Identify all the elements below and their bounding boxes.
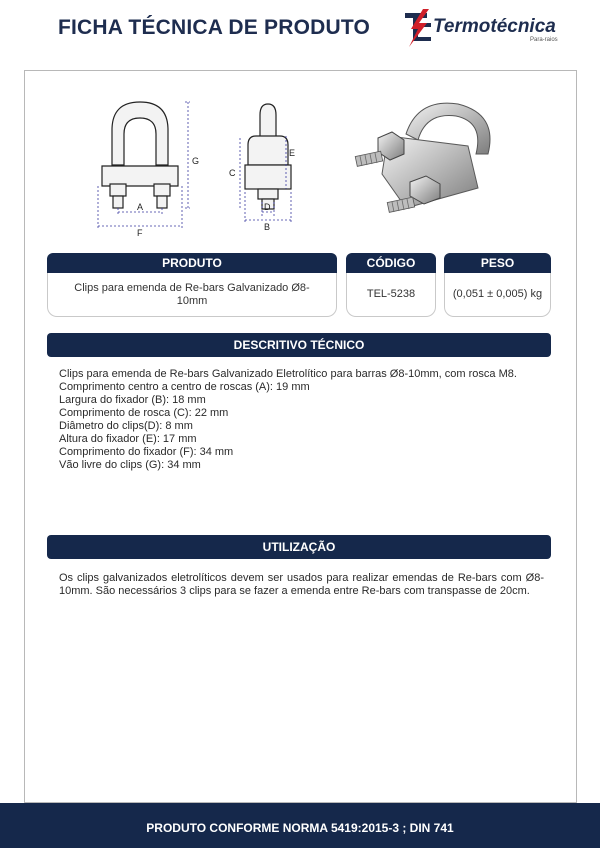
brand-name: Termotécnica [433,16,556,37]
product-photo [348,96,513,236]
cell-produto: Clips para emenda de Re-bars Galvanizado Ø8-10mm [47,273,337,317]
cell-codigo: TEL-5238 [346,273,436,317]
descritivo-line: Largura do fixador (B): 18 mm [59,394,206,406]
dimension-drawing [90,90,350,240]
descritivo-line: Comprimento do fixador (F): 34 mm [59,446,234,458]
front-view-drawing [102,102,178,208]
brand-logo-icon [403,9,433,47]
utilizacao-text: Os clips galvanizados eletrolíticos devem ser usados para realizar emendas de Re-bars com Ø8-10mm. São necessários 3 clips para se fazer a emenda entre Re-bars com transpasse de 20cm. [59,572,544,597]
dimension-label-a: A [137,202,144,212]
dimension-label-b: B [264,222,271,232]
page-title: FICHA TÉCNICA DE PRODUTO [58,16,371,39]
section-utilizacao-title: UTILIZAÇÃO [47,535,551,559]
dimension-label-c: C [229,168,236,178]
descritivo-line: Comprimento de rosca (C): 22 mm [59,407,229,419]
dimension-label-g: G [192,156,200,166]
page-header [0,0,600,58]
page-footer: PRODUTO CONFORME NORMA 5419:2015-3 ; DIN 741 [0,803,600,848]
dimension-label-f: F [137,228,143,238]
dimension-label-d: D [264,202,271,212]
product-figures [90,90,520,245]
dimension-label-e: E [289,148,296,158]
brand-subtitle: Para-raios [530,37,558,43]
section-descritivo-title: DESCRITIVO TÉCNICO [47,333,551,357]
descritivo-list [59,368,544,472]
descritivo-line: Comprimento centro a centro de roscas (A): 19 mm [59,381,310,393]
cell-peso: (0,051 ± 0,005) kg [444,273,551,317]
descritivo-line: Vão livre do clips (G): 34 mm [59,459,201,471]
header-peso: PESO [444,253,551,273]
descritivo-line: Diâmetro do clips(D): 8 mm [59,420,193,432]
header-produto: PRODUTO [47,253,337,273]
header-codigo: CÓDIGO [346,253,436,273]
side-view-drawing [245,104,291,209]
descritivo-line: Altura do fixador (E): 17 mm [59,433,197,445]
descritivo-line: Clips para emenda de Re-bars Galvanizado Eletrolítico para barras Ø8-10mm, com rosca M8. [59,368,517,380]
